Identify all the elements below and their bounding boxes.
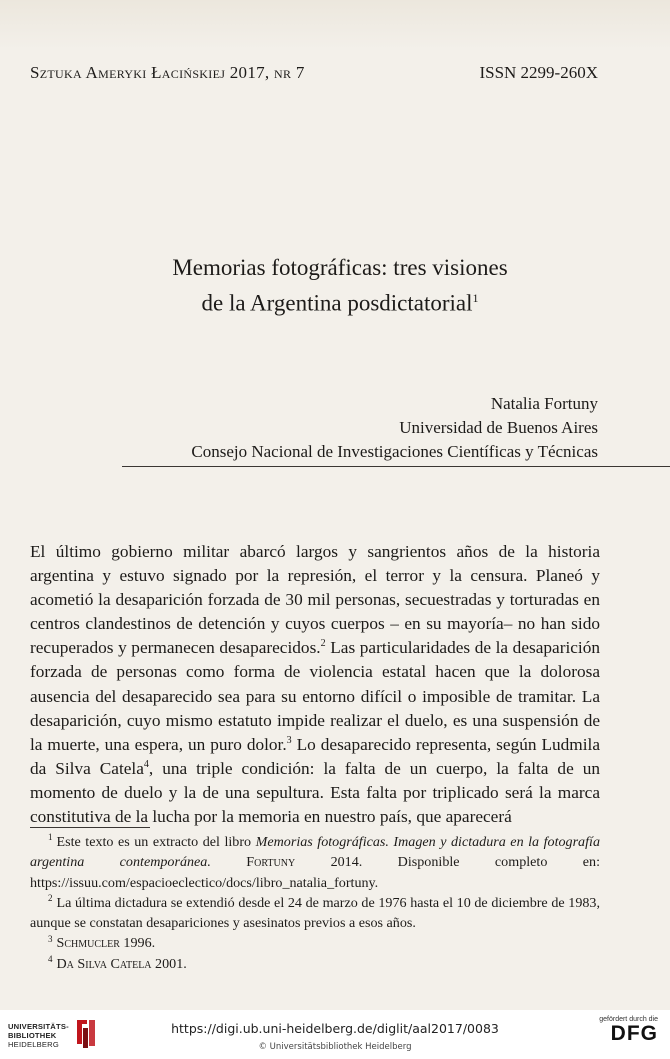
footnote-ref-3: 3	[286, 734, 292, 746]
footnote-number: 1	[48, 832, 53, 843]
copyright-notice: © Universitätsbibliothek Heidelberg	[258, 1042, 412, 1052]
text-run: El último gobierno militar abarcó largos y sangrientos años de la historia argentina y estuvo signado por la represión, el terror y la censura. Planeó y acometió la desaparición forzada de 30 mil personas, secuestradas y torturadas en centros clandestinos de detención y cuyos cuerpos – en su mayoría– no han sido recuperados y permanecen desaparecidos.	[30, 542, 600, 658]
cited-author: Schmucler	[56, 935, 120, 952]
footnote-ref-2: 2	[320, 638, 326, 650]
library-name-line: BIBLIOTHEK	[8, 1031, 57, 1040]
footnote-ref-4: 4	[143, 759, 149, 771]
dfg-wordmark: DFG	[610, 1022, 658, 1045]
footnote-ref-1: 1	[472, 291, 479, 305]
footnote-2	[30, 893, 600, 934]
text-run: , una triple condición: la falta de un cuerpo, la falta de un momento de duelo y la de una sepultura. Esta falta por triplicado será la marca constitutiva de la lucha por la memoria en nuestro país, que aparecerá	[30, 758, 600, 827]
text-run: 2014. Disponible completo en: https://issuu.com/espacioeclectico/docs/libro_natalia_fortuny.	[30, 854, 600, 891]
dfg-logo[interactable]	[599, 1016, 658, 1045]
footnote-divider	[30, 827, 150, 828]
footnote-number: 4	[48, 954, 53, 965]
affiliation-1: Universidad de Buenos Aires	[399, 418, 598, 437]
library-name-line: UNIVERSITÄTS-	[8, 1022, 69, 1031]
text-run: 1996.	[119, 935, 156, 952]
author-name: Natalia Fortuny	[490, 394, 598, 413]
issn: ISSN 2299-260X	[479, 63, 598, 82]
cited-author: Da Silva Catela	[56, 955, 152, 972]
footnote-number: 2	[48, 893, 53, 904]
body-text	[30, 540, 600, 829]
paragraph	[30, 540, 600, 829]
permalink-url[interactable]: https://digi.ub.uni-heidelberg.de/diglit/aal2017/0083	[171, 1021, 499, 1036]
text-run: Las particularidades de la desaparición forzada de personas como forma de violencia estatal hacen que la dolorosa ausencia del desaparecido sea para su entorno difícil o imposible de tramitar. La desaparición, cuyo mismo estatuto impide realizar el duelo, es una suspensión de la muerte, una espera, un puro dolor.	[30, 638, 601, 754]
journal-name: Sztuka Ameryki Łacińskiej 2017, nr 7	[30, 63, 305, 82]
footnote-3	[30, 933, 600, 953]
author-block	[191, 392, 598, 464]
title-line-1: Memorias fotográficas: tres visiones	[172, 255, 508, 280]
cited-author: Fortuny	[246, 854, 296, 871]
text-run: Este texto es un extracto del libro	[56, 834, 256, 850]
article-title	[0, 252, 670, 319]
viewer-footer	[0, 1010, 670, 1059]
title-line-2-text: de la Argentina posdictatorial	[201, 290, 473, 316]
library-name-line: HEIDELBERG	[8, 1040, 59, 1049]
footnotes	[30, 832, 600, 974]
section-divider	[122, 466, 670, 467]
title-line-2	[10, 283, 670, 319]
affiliation-2: Consejo Nacional de Investigaciones Científicas y Técnicas	[191, 442, 598, 461]
book-title: Memorias fotográficas. Imagen y dictadura en la fotografía argentina contemporánea.	[30, 834, 600, 871]
footnote-4	[30, 954, 600, 974]
funder-caption: gefördert durch die	[599, 1016, 658, 1023]
footnote-number: 3	[48, 933, 53, 944]
page-bleed-through	[0, 0, 670, 50]
text-run: Lo desaparecido representa, según Ludmila da Silva Catela	[30, 734, 600, 778]
text-run: La última dictadura se extendió desde el 24 de marzo de 1976 hasta el 10 de diciembre de 1983, aunque se constatan desapariciones y asesinatos previos a esos años.	[30, 894, 600, 932]
text-run: 2001.	[151, 955, 187, 972]
footnote-1	[30, 832, 600, 893]
running-head	[30, 63, 598, 83]
